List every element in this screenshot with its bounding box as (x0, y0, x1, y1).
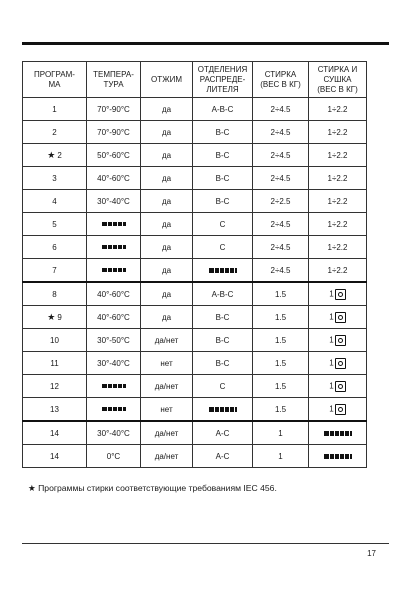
compartments-cell (193, 190, 253, 213)
program-cell (23, 445, 87, 468)
wash-weight-value: 2÷2.5 (270, 196, 291, 206)
wash-weight-cell (253, 445, 309, 468)
spin-cell (141, 190, 193, 213)
wash-weight-value: 1 (278, 451, 283, 461)
compartments-cell (193, 282, 253, 306)
bar-symbol-icon (102, 268, 126, 272)
wash-weight-cell (253, 236, 309, 259)
temperature-cell (87, 167, 141, 190)
compartments-value: C (219, 219, 226, 229)
spin-cell (141, 329, 193, 352)
spin-value: да (161, 242, 172, 252)
column-header-line: ТЕМПЕРА- (93, 69, 134, 79)
temperature-value: 50°-60°C (97, 150, 130, 160)
program-cell (23, 329, 87, 352)
temperature-value: 30°-40°C (97, 428, 130, 438)
compartments-value: A-B-C (211, 289, 234, 299)
wash-weight-cell (253, 306, 309, 329)
temperature-cell (87, 352, 141, 375)
compartments-cell (193, 213, 253, 236)
program-cell (23, 167, 87, 190)
wash-dry-weight-cell (309, 375, 367, 398)
program-number: 1 (52, 104, 57, 114)
wash-weight-value: 2÷4.5 (270, 219, 291, 229)
program-cell (23, 306, 87, 329)
wash-weight-value: 2÷4.5 (270, 173, 291, 183)
wash-weight-value: 1.5 (274, 358, 287, 368)
column-header-program (23, 62, 87, 98)
table-body (23, 98, 367, 468)
temperature-cell (87, 213, 141, 236)
drying-timer-icon (335, 358, 346, 369)
compartments-cell (193, 445, 253, 468)
table-row (23, 190, 367, 213)
temperature-cell (87, 236, 141, 259)
bar-symbol-icon (102, 384, 126, 388)
temperature-value: 30°-40°C (97, 358, 130, 368)
compartments-value: A-C (215, 428, 230, 438)
table-row (23, 375, 367, 398)
bar-symbol-icon (102, 245, 126, 249)
spin-value: да (161, 196, 172, 206)
temperature-value: 70°-90°C (97, 127, 130, 137)
temperature-value: 40°-60°C (97, 289, 130, 299)
temperature-cell (87, 259, 141, 283)
wash-weight-value: 2÷4.5 (270, 127, 291, 137)
wash-dry-weight-value: 1÷2.2 (327, 196, 348, 206)
temperature-cell (87, 98, 141, 121)
column-header-line: ОТЖИМ (151, 74, 182, 84)
compartments-value: B-C (215, 358, 230, 368)
top-rule (22, 42, 389, 45)
wash-dry-weight-cell (309, 352, 367, 375)
column-header-line: СТИРКА И (317, 64, 358, 74)
drying-timer-icon (335, 381, 346, 392)
program-cell (23, 98, 87, 121)
column-header-compartments (193, 62, 253, 98)
program-cell (23, 352, 87, 375)
table-row (23, 352, 367, 375)
column-header-wash-weight (253, 62, 309, 98)
wash-weight-cell (253, 121, 309, 144)
table-row (23, 259, 367, 283)
wash-dry-weight-value: 1÷2.2 (327, 265, 348, 275)
wash-dry-weight-value: 1÷2.2 (327, 104, 348, 114)
spin-cell (141, 144, 193, 167)
program-cell (23, 421, 87, 445)
wash-dry-weight-cell (309, 236, 367, 259)
header-row (23, 62, 367, 98)
program-number: 3 (52, 173, 57, 183)
wash-dry-weight-cell (309, 421, 367, 445)
table-row (23, 306, 367, 329)
spin-value: да (161, 265, 172, 275)
compartments-cell (193, 375, 253, 398)
compartments-cell (193, 352, 253, 375)
wash-weight-value: 1.5 (274, 381, 287, 391)
wash-dry-weight-value: 1÷2.2 (327, 242, 348, 252)
table-row (23, 98, 367, 121)
compartments-value: B-C (215, 312, 230, 322)
program-cell (23, 398, 87, 422)
drying-timer-icon (335, 312, 346, 323)
wash-dry-weight-cell (309, 98, 367, 121)
wash-weight-value: 2÷4.5 (270, 265, 291, 275)
spin-value: нет (160, 404, 173, 414)
star-icon: ★ (28, 483, 36, 493)
compartments-value: A-B-C (211, 104, 234, 114)
wash-weight-cell (253, 329, 309, 352)
spin-value: да (161, 289, 172, 299)
spin-value: да (161, 104, 172, 114)
compartments-cell (193, 236, 253, 259)
wash-weight-value: 2÷4.5 (270, 242, 291, 252)
wash-weight-cell (253, 398, 309, 422)
column-header-line: ТУРА (103, 79, 124, 89)
table-row (23, 398, 367, 422)
spin-cell (141, 445, 193, 468)
program-cell (23, 259, 87, 283)
program-table (22, 61, 367, 468)
temperature-cell (87, 144, 141, 167)
wash-weight-value: 1 (278, 428, 283, 438)
program-cell (23, 213, 87, 236)
spin-cell (141, 398, 193, 422)
program-number: 8 (52, 289, 57, 299)
column-header-wash-dry-weight (309, 62, 367, 98)
column-header-line: СТИРКА (264, 69, 297, 79)
program-number: 6 (52, 242, 57, 252)
wash-dry-weight-value: 1 (329, 289, 334, 299)
temperature-cell (87, 190, 141, 213)
wash-weight-value: 2÷4.5 (270, 104, 291, 114)
wash-dry-weight-cell (309, 144, 367, 167)
wash-weight-cell (253, 167, 309, 190)
wash-dry-weight-value: 1 (329, 312, 334, 322)
bar-symbol-icon (324, 454, 352, 459)
star-icon: ★ (47, 149, 56, 160)
compartments-value: B-C (215, 150, 230, 160)
table-row (23, 121, 367, 144)
table-row (23, 144, 367, 167)
table-row (23, 282, 367, 306)
spin-cell (141, 375, 193, 398)
compartments-value: C (219, 381, 226, 391)
wash-weight-cell (253, 352, 309, 375)
wash-weight-cell (253, 375, 309, 398)
compartments-value: C (219, 242, 226, 252)
temperature-cell (87, 121, 141, 144)
program-number: 9 (57, 312, 62, 322)
program-number: 5 (52, 219, 57, 229)
wash-dry-weight-cell (309, 329, 367, 352)
spin-cell (141, 421, 193, 445)
compartments-cell (193, 398, 253, 422)
wash-weight-value: 1.5 (274, 335, 287, 345)
wash-weight-value: 1.5 (274, 312, 287, 322)
temperature-value: 0°C (106, 451, 121, 461)
temperature-value: 40°-60°C (97, 173, 130, 183)
compartments-cell (193, 121, 253, 144)
wash-weight-cell (253, 98, 309, 121)
table-row (23, 236, 367, 259)
compartments-cell (193, 329, 253, 352)
compartments-cell (193, 421, 253, 445)
column-header-line: ОТДЕЛЕНИЯ (197, 64, 248, 74)
program-cell (23, 282, 87, 306)
bar-symbol-icon (324, 431, 352, 436)
wash-weight-cell (253, 282, 309, 306)
temperature-cell (87, 282, 141, 306)
table-row (23, 445, 367, 468)
program-number: 2 (57, 150, 62, 160)
wash-weight-cell (253, 259, 309, 283)
temperature-value: 30°-50°C (97, 335, 130, 345)
program-cell (23, 236, 87, 259)
compartments-cell (193, 144, 253, 167)
temperature-cell (87, 375, 141, 398)
wash-dry-weight-value: 1 (329, 381, 334, 391)
wash-dry-weight-cell (309, 121, 367, 144)
compartments-cell (193, 98, 253, 121)
compartments-cell (193, 167, 253, 190)
spin-cell (141, 259, 193, 283)
bar-symbol-icon (209, 407, 237, 412)
bar-symbol-icon (209, 268, 237, 273)
wash-dry-weight-value: 1÷2.2 (327, 127, 348, 137)
spin-cell (141, 167, 193, 190)
wash-dry-weight-cell (309, 190, 367, 213)
temperature-cell (87, 329, 141, 352)
wash-dry-weight-value: 1÷2.2 (327, 219, 348, 229)
compartments-value: B-C (215, 196, 230, 206)
program-cell (23, 375, 87, 398)
wash-weight-cell (253, 421, 309, 445)
table-row (23, 213, 367, 236)
temperature-cell (87, 398, 141, 422)
spin-value: да/нет (154, 428, 179, 438)
column-header-line: (ВЕС В КГ) (317, 84, 358, 94)
temperature-cell (87, 306, 141, 329)
program-number: 14 (50, 428, 59, 438)
wash-dry-weight-value: 1 (329, 335, 334, 345)
wash-dry-weight-value: 1 (329, 358, 334, 368)
wash-weight-value: 1.5 (274, 289, 287, 299)
compartments-value: B-C (215, 335, 230, 345)
wash-weight-value: 1.5 (274, 404, 287, 414)
drying-timer-icon (335, 404, 346, 415)
bottom-rule (22, 543, 389, 544)
temperature-value: 30°-40°C (97, 196, 130, 206)
wash-dry-weight-value: 1÷2.2 (327, 150, 348, 160)
wash-dry-weight-cell (309, 282, 367, 306)
column-header-line: ЛИТЕЛЯ (206, 84, 239, 94)
program-number: 11 (50, 358, 59, 368)
wash-dry-weight-value: 1 (329, 404, 334, 414)
temperature-value: 40°-60°C (97, 312, 130, 322)
drying-timer-icon (335, 335, 346, 346)
page-number: 17 (367, 549, 376, 558)
wash-dry-weight-cell (309, 398, 367, 422)
program-cell (23, 144, 87, 167)
spin-value: да (161, 312, 172, 322)
program-number: 14 (50, 451, 59, 461)
compartments-value: B-C (215, 173, 230, 183)
table-row (23, 167, 367, 190)
program-number: 2 (52, 127, 57, 137)
wash-dry-weight-cell (309, 213, 367, 236)
wash-dry-weight-cell (309, 445, 367, 468)
program-number: 4 (52, 196, 57, 206)
bar-symbol-icon (102, 222, 126, 226)
wash-weight-value: 2÷4.5 (270, 150, 291, 160)
star-icon: ★ (47, 311, 56, 322)
table-header (23, 62, 367, 98)
spin-value: да/нет (154, 451, 179, 461)
column-header-line: СУШКА (323, 74, 352, 84)
spin-cell (141, 236, 193, 259)
program-number: 13 (50, 404, 59, 414)
column-header-line: (ВЕС В КГ) (260, 79, 301, 89)
program-number: 12 (50, 381, 59, 391)
column-header-line: ПРОГРАМ- (34, 69, 75, 79)
wash-dry-weight-cell (309, 259, 367, 283)
spin-cell (141, 352, 193, 375)
spin-cell (141, 282, 193, 306)
spin-value: да/нет (154, 381, 179, 391)
footnote (28, 483, 277, 494)
drying-timer-icon (335, 289, 346, 300)
wash-dry-weight-value: 1÷2.2 (327, 173, 348, 183)
wash-weight-cell (253, 144, 309, 167)
column-header-spin (141, 62, 193, 98)
program-cell (23, 121, 87, 144)
column-header-line: МА (48, 79, 61, 89)
spin-value: да (161, 127, 172, 137)
wash-weight-cell (253, 190, 309, 213)
program-cell (23, 190, 87, 213)
table-row (23, 329, 367, 352)
spin-value: да/нет (154, 335, 179, 345)
program-number: 7 (52, 265, 57, 275)
temperature-cell (87, 445, 141, 468)
compartments-value: A-C (215, 451, 230, 461)
spin-value: нет (160, 358, 173, 368)
spin-value: да (161, 173, 172, 183)
spin-cell (141, 306, 193, 329)
compartments-cell (193, 259, 253, 283)
spin-cell (141, 98, 193, 121)
column-header-temperature (87, 62, 141, 98)
footnote-text: Программы стирки соответствующие требованиям IEC 456. (38, 483, 277, 493)
spin-cell (141, 121, 193, 144)
table-row (23, 421, 367, 445)
spin-value: да (161, 150, 172, 160)
spin-cell (141, 213, 193, 236)
column-header-line: РАСПРЕДЕ- (199, 74, 246, 84)
spin-value: да (161, 219, 172, 229)
wash-weight-cell (253, 213, 309, 236)
compartments-value: B-C (215, 127, 230, 137)
wash-dry-weight-cell (309, 306, 367, 329)
program-number: 10 (50, 335, 59, 345)
compartments-cell (193, 306, 253, 329)
temperature-value: 70°-90°C (97, 104, 130, 114)
bar-symbol-icon (102, 407, 126, 411)
wash-dry-weight-cell (309, 167, 367, 190)
temperature-cell (87, 421, 141, 445)
